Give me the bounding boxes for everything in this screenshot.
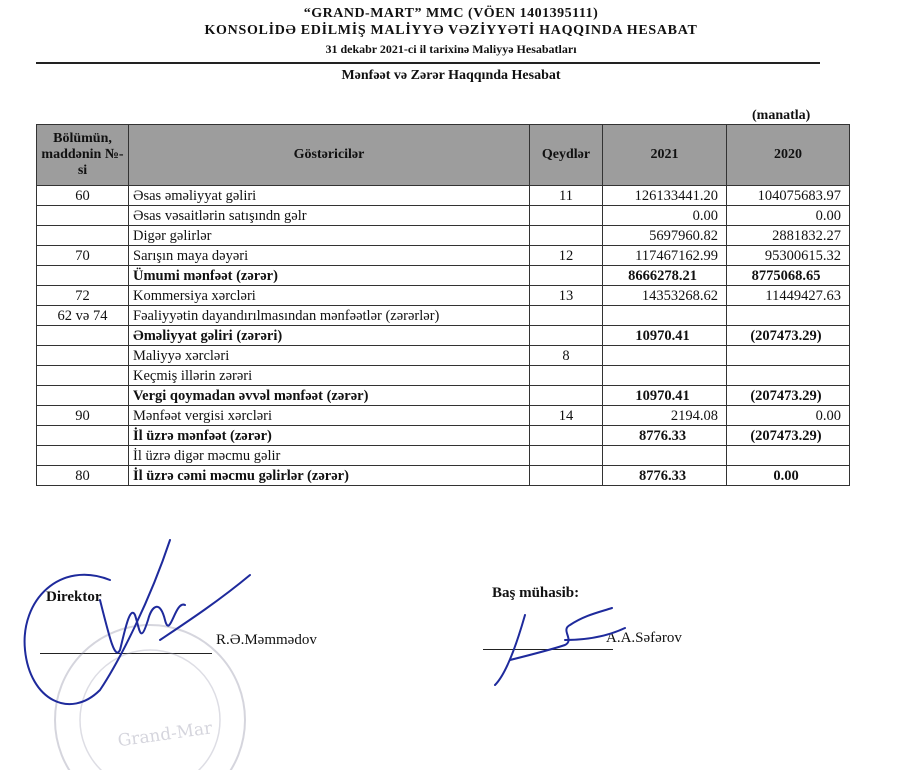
row-note: 12	[530, 246, 603, 266]
row-indicator: Əməliyyat gəliri (zərəri)	[129, 326, 530, 346]
row-value-2021: 117467162.99	[603, 246, 727, 266]
row-value-2021: 10970.41	[603, 326, 727, 346]
row-indicator: Mənfəət vergisi xərcləri	[129, 406, 530, 426]
row-indicator: Ümumi mənfəət (zərər)	[129, 266, 530, 286]
row-code: 70	[37, 246, 129, 266]
row-indicator: İl üzrə cəmi məcmu gəlirlər (zərər)	[129, 466, 530, 486]
row-note: 14	[530, 406, 603, 426]
report-title: Mənfəət və Zərər Haqqında Hesabat	[341, 68, 561, 83]
row-code: 60	[37, 186, 129, 206]
row-code: 62 və 74	[37, 306, 129, 326]
row-value-2020: (207473.29)	[727, 426, 850, 446]
row-value-2021: 8666278.21	[603, 266, 727, 286]
column-header-notes: Qeydlər	[530, 125, 603, 186]
director-label: Direktor	[46, 589, 102, 605]
currency-unit: (manatla)	[752, 108, 811, 123]
report-date-subtitle: 31 dekabr 2021-ci il tarixinə Maliyyə Hesabatları	[325, 42, 577, 56]
column-header-indicators: Göstəricilər	[129, 125, 530, 186]
row-code: 80	[37, 466, 129, 486]
row-indicator: Keçmiş illərin zərəri	[129, 366, 530, 386]
row-note: 13	[530, 286, 603, 306]
row-value-2020: 0.00	[727, 206, 850, 226]
report-main-title: KONSOLİDƏ EDİLMİŞ MALİYYƏ VƏZİYYƏTİ HAQQINDA HESABAT	[204, 23, 698, 38]
row-note: 8	[530, 346, 603, 366]
row-indicator: Əsas vəsaitlərin satışındn gəlr	[129, 206, 530, 226]
accountant-signature	[495, 608, 625, 685]
chief-accountant-label: Baş mühasib:	[492, 585, 580, 601]
row-indicator: Maliyyə xərcləri	[129, 346, 530, 366]
company-stamp	[55, 625, 245, 770]
row-value-2020: 104075683.97	[727, 186, 850, 206]
row-value-2020: 0.00	[727, 406, 850, 426]
director-signature	[25, 540, 250, 704]
row-value-2020: 8775068.65	[727, 266, 850, 286]
row-value-2020: 11449427.63	[727, 286, 850, 306]
director-name: R.Ə.Məmmədov	[216, 632, 317, 648]
row-code: 72	[37, 286, 129, 306]
row-value-2021: 126133441.20	[603, 186, 727, 206]
row-indicator: İl üzrə mənfəət (zərər)	[129, 426, 530, 446]
row-indicator: Digər gəlirlər	[129, 226, 530, 246]
column-header-section: Bölümün, maddənin №-si	[37, 125, 129, 186]
row-code: 90	[37, 406, 129, 426]
row-value-2021: 10970.41	[603, 386, 727, 406]
row-indicator: Vergi qoymadan əvvəl mənfəət (zərər)	[129, 386, 530, 406]
row-value-2020: 95300615.32	[727, 246, 850, 266]
row-value-2021: 2194.08	[603, 406, 727, 426]
column-header-2020: 2020	[727, 125, 850, 186]
row-indicator: İl üzrə digər məcmu gəlir	[129, 446, 530, 466]
company-heading: “GRAND-MART” MMC (VÖEN 1401395111)	[303, 6, 599, 21]
row-indicator: Fəaliyyətin dayandırılmasından mənfəətlər (zərərlər)	[129, 306, 530, 326]
row-value-2020: 2881832.27	[727, 226, 850, 246]
row-indicator: Sarışın maya dəyəri	[129, 246, 530, 266]
column-header-2021: 2021	[603, 125, 727, 186]
row-value-2021: 0.00	[603, 206, 727, 226]
row-indicator: Əsas əməliyyat gəliri	[129, 186, 530, 206]
row-note: 11	[530, 186, 603, 206]
row-value-2021: 14353268.62	[603, 286, 727, 306]
accountant-name: A.A.Səfərov	[606, 630, 682, 646]
row-value-2020: 0.00	[727, 466, 850, 486]
row-value-2021: 5697960.82	[603, 226, 727, 246]
svg-text:Grand-Mar: Grand-Mar	[116, 718, 214, 752]
row-value-2021: 8776.33	[603, 466, 727, 486]
row-value-2020: (207473.29)	[727, 386, 850, 406]
row-value-2021: 8776.33	[603, 426, 727, 446]
row-indicator: Kommersiya xərcləri	[129, 286, 530, 306]
row-value-2020: (207473.29)	[727, 326, 850, 346]
